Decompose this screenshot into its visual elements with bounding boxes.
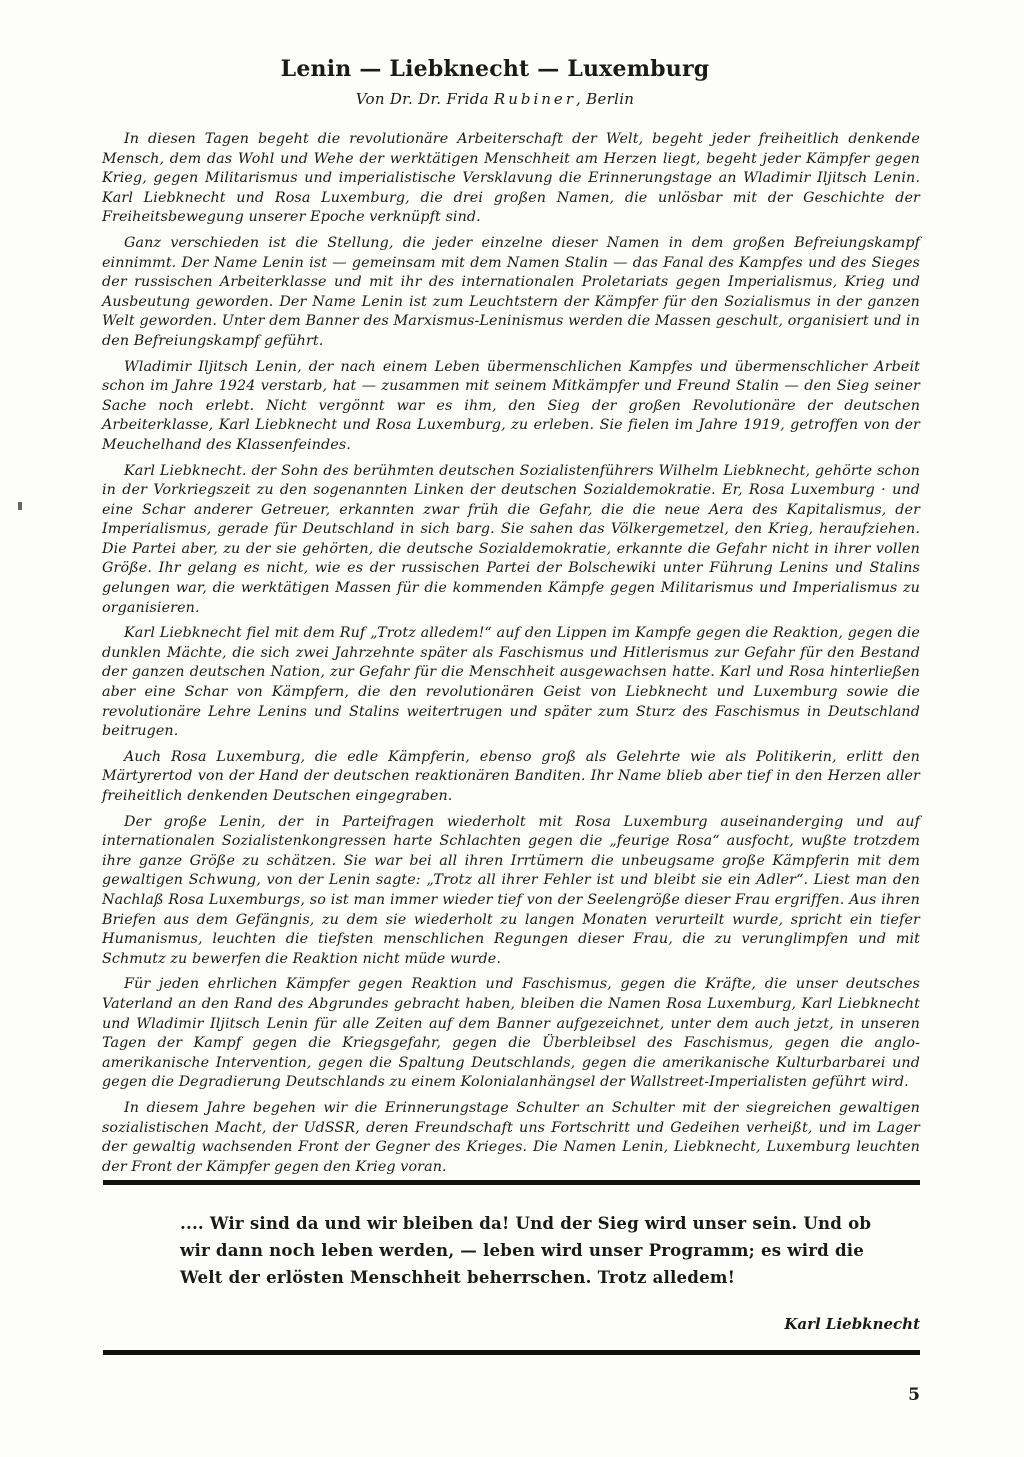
byline-prefix: Von Dr. Dr. Frida	[355, 90, 494, 108]
quote-text: .... Wir sind da und wir bleiben da! Und der Sieg wird unser sein. Und ob wir dann noch leben werden, — leben wird unser Programm; es wird die Welt der erlösten Menschheit beherrschen. Trotz alledem!	[180, 1213, 872, 1287]
article-title: Lenin — Liebknecht — Luxemburg	[280, 56, 710, 82]
paragraph: Für jeden ehrlichen Kämpfer gegen Reaktion und Faschismus, gegen die Kräfte, die unser deutsches Vaterland an den Rand des Abgrundes gebracht haben, bleiben die Namen Rosa Luxemburg, Karl Liebknecht und Wladimir Iljitsch Lenin für alle Zeiten auf dem Banner aufgezeichnet, unter dem auch jetzt, in unseren Tagen der Kampf gegen die Kriegsgefahr, gegen die Überbleibsel des Faschismus, gegen die anglo-amerikanische Intervention, gegen die Spaltung Deutschlands, gegen die amerikanische Kulturbarbarei und gegen die Degradierung Deutschlands zu einem Kolonialanhängsel der Wallstreet-Imperialisten geführt wird.	[102, 976, 920, 1091]
page-number: 5	[908, 1385, 920, 1405]
paragraph: Karl Liebknecht. der Sohn des berühmten deutschen Sozialistenführers Wilhelm Liebknecht, gehörte schon in der Vorkriegszeit zu den sogenannten Linken der deutschen Sozialdemokratie. Er, Rosa Luxemburg · und eine Schar anderer Getreuer, erkannten zwar früh die Gefahr, die die neue Aera des Kapitalismus, der Imperialismus, gerade für Deutschland in sich barg. Sie sahen das Völkergemetzel, den Krieg, heraufziehen. Die Partei aber, zu der sie gehörten, die deutsche Sozialdemokratie, erkannte die Gefahr nicht in ihrer vollen Größe. Ihr gelang es nicht, wie es der russischen Partei der Bolschewiki unter Führung Lenins und Stalins gelungen war, die werktätigen Massen für die kommenden Kämpfe gegen Militarismus und Imperialismus zu organisieren.	[102, 462, 920, 616]
paragraph: In diesem Jahre begehen wir die Erinnerungstage Schulter an Schulter mit der siegreichen gewaltigen sozialistischen Macht, der UdSSR, deren Freundschaft uns Fortschritt und Gedeihen verheißt, und im Lager der gewaltig wachsenden Front der Gegner des Krieges. Die Namen Lenin, Liebknecht, Luxemburg leuchten der Front der Kämpfer gegen den Krieg voran.	[102, 1099, 920, 1175]
paragraph: In diesen Tagen begeht die revolutionäre Arbeiterschaft der Welt, begeht jeder freiheitlich denkende Mensch, dem das Wohl und Wehe der werktätigen Menschheit am Herzen liegt, begeht jeder Kämpfer gegen Krieg, gegen Militarismus und imperialistische Versklavung die Erinnerungstage an Wladimir Iljitsch Lenin. Karl Liebknecht und Rosa Luxemburg, die drei großen Namen, die unlösbar mit der Geschichte der Freiheitsbewegung unserer Epoche verknüpft sind.	[102, 131, 920, 226]
divider-top	[103, 1180, 920, 1185]
article-byline	[0, 90, 990, 108]
paragraph: Karl Liebknecht fiel mit dem Ruf „Trotz alledem!“ auf den Lippen im Kampfe gegen die Reaktion, gegen die dunklen Mächte, die sich zwei Jahrzehnte später als Faschismus und Hitlerismus zur Gefahr für den Bestand der ganzen deutschen Nation, zur Gefahr für die Menschheit ausgewachsen hatte. Karl und Rosa hinterließen aber eine Schar von Kämpfern, die den revolutionären Geist von Liebknecht und Luxemburg sowie die revolutionäre Lehre Lenins und Stalins weitertrugen und später zum Sturz des Faschismus in Deutschland beitrugen.	[102, 625, 920, 740]
paragraph: Der große Lenin, der in Parteifragen wiederholt mit Rosa Luxemburg auseinanderging und auf internationalen Sozialistenkongressen harte Schlachten gegen die „feurige Rosa“ ausfocht, wußte trotzdem ihre ganze Größe zu schätzen. Sie war bei all ihren Irrtümern die unbeugsame große Kämpferin mit dem gewaltigen Schwung, von der Lenin sagte: „Trotz all ihrer Fehler ist und bleibt sie ein Adler“. Liest man den Nachlaß Rosa Luxemburgs, so ist man immer wieder tief von der Seelengröße dieser Frau ergriffen. Aus ihren Briefen aus dem Gefängnis, zu dem sie wiederholt zu langen Monaten verurteilt wurde, spricht ein tiefer Humanismus, leuchten die tiefsten menschlichen Regungen dieser Frau, die zu verunglimpfen und mit Schmutz zu bewerfen die Reaktion nicht müde wurde.	[102, 813, 920, 967]
quote-author: Karl Liebknecht	[784, 1315, 920, 1333]
paragraph: Auch Rosa Luxemburg, die edle Kämpferin, ebenso groß als Gelehrte wie als Politikerin, erlitt den Märtyrertod von der Hand der deutschen reaktionären Banditen. Ihr Name blieb aber tief in den Herzen aller freiheitlich denkenden Deutschen eingegraben.	[102, 748, 920, 804]
byline-suffix: , Berlin	[575, 90, 635, 108]
paragraph: Ganz verschieden ist die Stellung, die jeder einzelne dieser Namen in dem großen Befreiungskampf einnimmt. Der Name Lenin ist — gemeinsam mit dem Namen Stalin — das Fanal des Kampfes und des Sieges der russischen Arbeiterklasse und mit ihr des internationalen Proletariats gegen Imperialismus, Krieg und Ausbeutung geworden. Der Name Lenin ist zum Leuchtstern der Kämpfer für den Sozialismus in der ganzen Welt geworden. Unter dem Banner des Marxismus-Leninismus werden die Massen geschult, organisiert und in den Befreiungskampf geführt.	[102, 234, 920, 349]
margin-mark	[18, 502, 22, 510]
paragraph: Wladimir Iljitsch Lenin, der nach einem Leben übermenschlichen Kampfes und übermenschlicher Arbeit schon im Jahre 1924 verstarb, hat — zusammen mit seinem Mitkämpfer und Freund Stalin — den Sieg seiner Sache noch erlebt. Nicht vergönnt war es ihm, den Sieg der großen Revolutionäre der deutschen Arbeiterklasse, Karl Liebknecht und Rosa Luxemburg, zu erleben. Sie fielen im Jahre 1919, getroffen von der Meuchelhand des Klassenfeindes.	[102, 358, 920, 453]
divider-bottom	[103, 1350, 920, 1355]
article-body	[102, 130, 920, 1183]
byline-name: Rubiner	[493, 90, 576, 108]
